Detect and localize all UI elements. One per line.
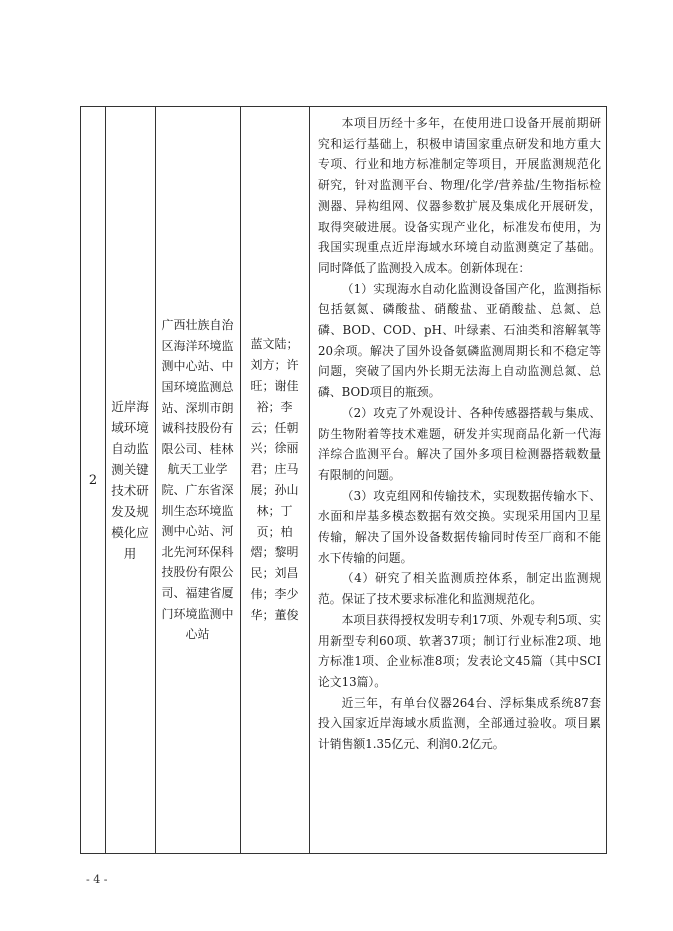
- description-paragraph: （4）研究了相关监测质控体系，制定出监测规范。保证了技术要求标准化和监测规范化。: [318, 571, 601, 607]
- description-paragraph: （3）攻克组网和传输技术，实现数据传输水下、水面和岸基多模态数据有效交换。实现采用国内卫星传输，解决了国外设备数据传输同时传至厂商和不能水下传输的问题。: [318, 488, 601, 565]
- page-number: - 4 -: [86, 873, 108, 886]
- contributors: 蓝文陆；刘方；许旺；谢佳裕；李云；任朝兴；徐丽君；庄马展；孙山林；丁页；柏熠；黎明民；刘昌伟；李少华；董俊: [250, 337, 299, 622]
- description-paragraph: 近三年，有单台仪器264台、浮标集成系统87套投入国家近岸海域水质监测，全部通过验收。项目累计销售额1.35亿元、利润0.2亿元。: [318, 695, 601, 752]
- organizations: 广西壮族自治区海洋环境监测中心站、中国环境监测总站、深圳市朗诚科技股份有限公司、桂林航天工业学院、广东省深圳生态环境监测中心站、河北先河环保科技股份有限公司、福建省厦门环境监测中心站: [161, 318, 234, 642]
- description-paragraph: （2）攻克了外观设计、各种传感器搭载与集成、防生物附着等技术难题，研发并实现商品化新一代海洋综合监测平台。解决了国外多项目检测器搭载数量有限制的问题。: [318, 405, 601, 482]
- project-name: 近岸海域环境自动监测关键技术研发及规模化应用: [111, 399, 149, 561]
- description-paragraph: （1）实现海水自动化监测设备国产化，监测指标包括氨氮、磷酸盐、硝酸盐、亚硝酸盐、总氮、总磷、BOD、COD、pH、叶绿素、石油类和溶解氧等20余项。解决了国外设备氨磷监测周期长和不稳定等问题，突破了国内外长期无法海上自动监测总氮、总磷、BOD项目的瓶颈。: [318, 281, 601, 400]
- description-paragraph: 本项目历经十多年，在使用进口设备开展前期研究和运行基础上，积极申请国家重点研发和地方重大专项、行业和地方标准制定等项目，开展监测规范化研究，针对监测平台、物理/化学/营养盐/生物指标检测器、异构组网、仪器参数扩展及集成化开展研发，取得突破进展。设备实现产业化，标准发布使用，为我国实现重点近岸海域水环境自动监测奠定了基础。同时降低了监测投入成本。创新体现在：: [318, 116, 601, 275]
- project-table: [80, 106, 607, 854]
- row-number: 2: [88, 472, 98, 488]
- project-description: [309, 107, 606, 853]
- description-paragraph: 本项目获得授权发明专利17项、外观专利5项、实用新型专利60项、软著37项；制订行业标准2项、地方标准1项、企业标准8项；发表论文45篇（其中SCI论文13篇）。: [318, 612, 601, 689]
